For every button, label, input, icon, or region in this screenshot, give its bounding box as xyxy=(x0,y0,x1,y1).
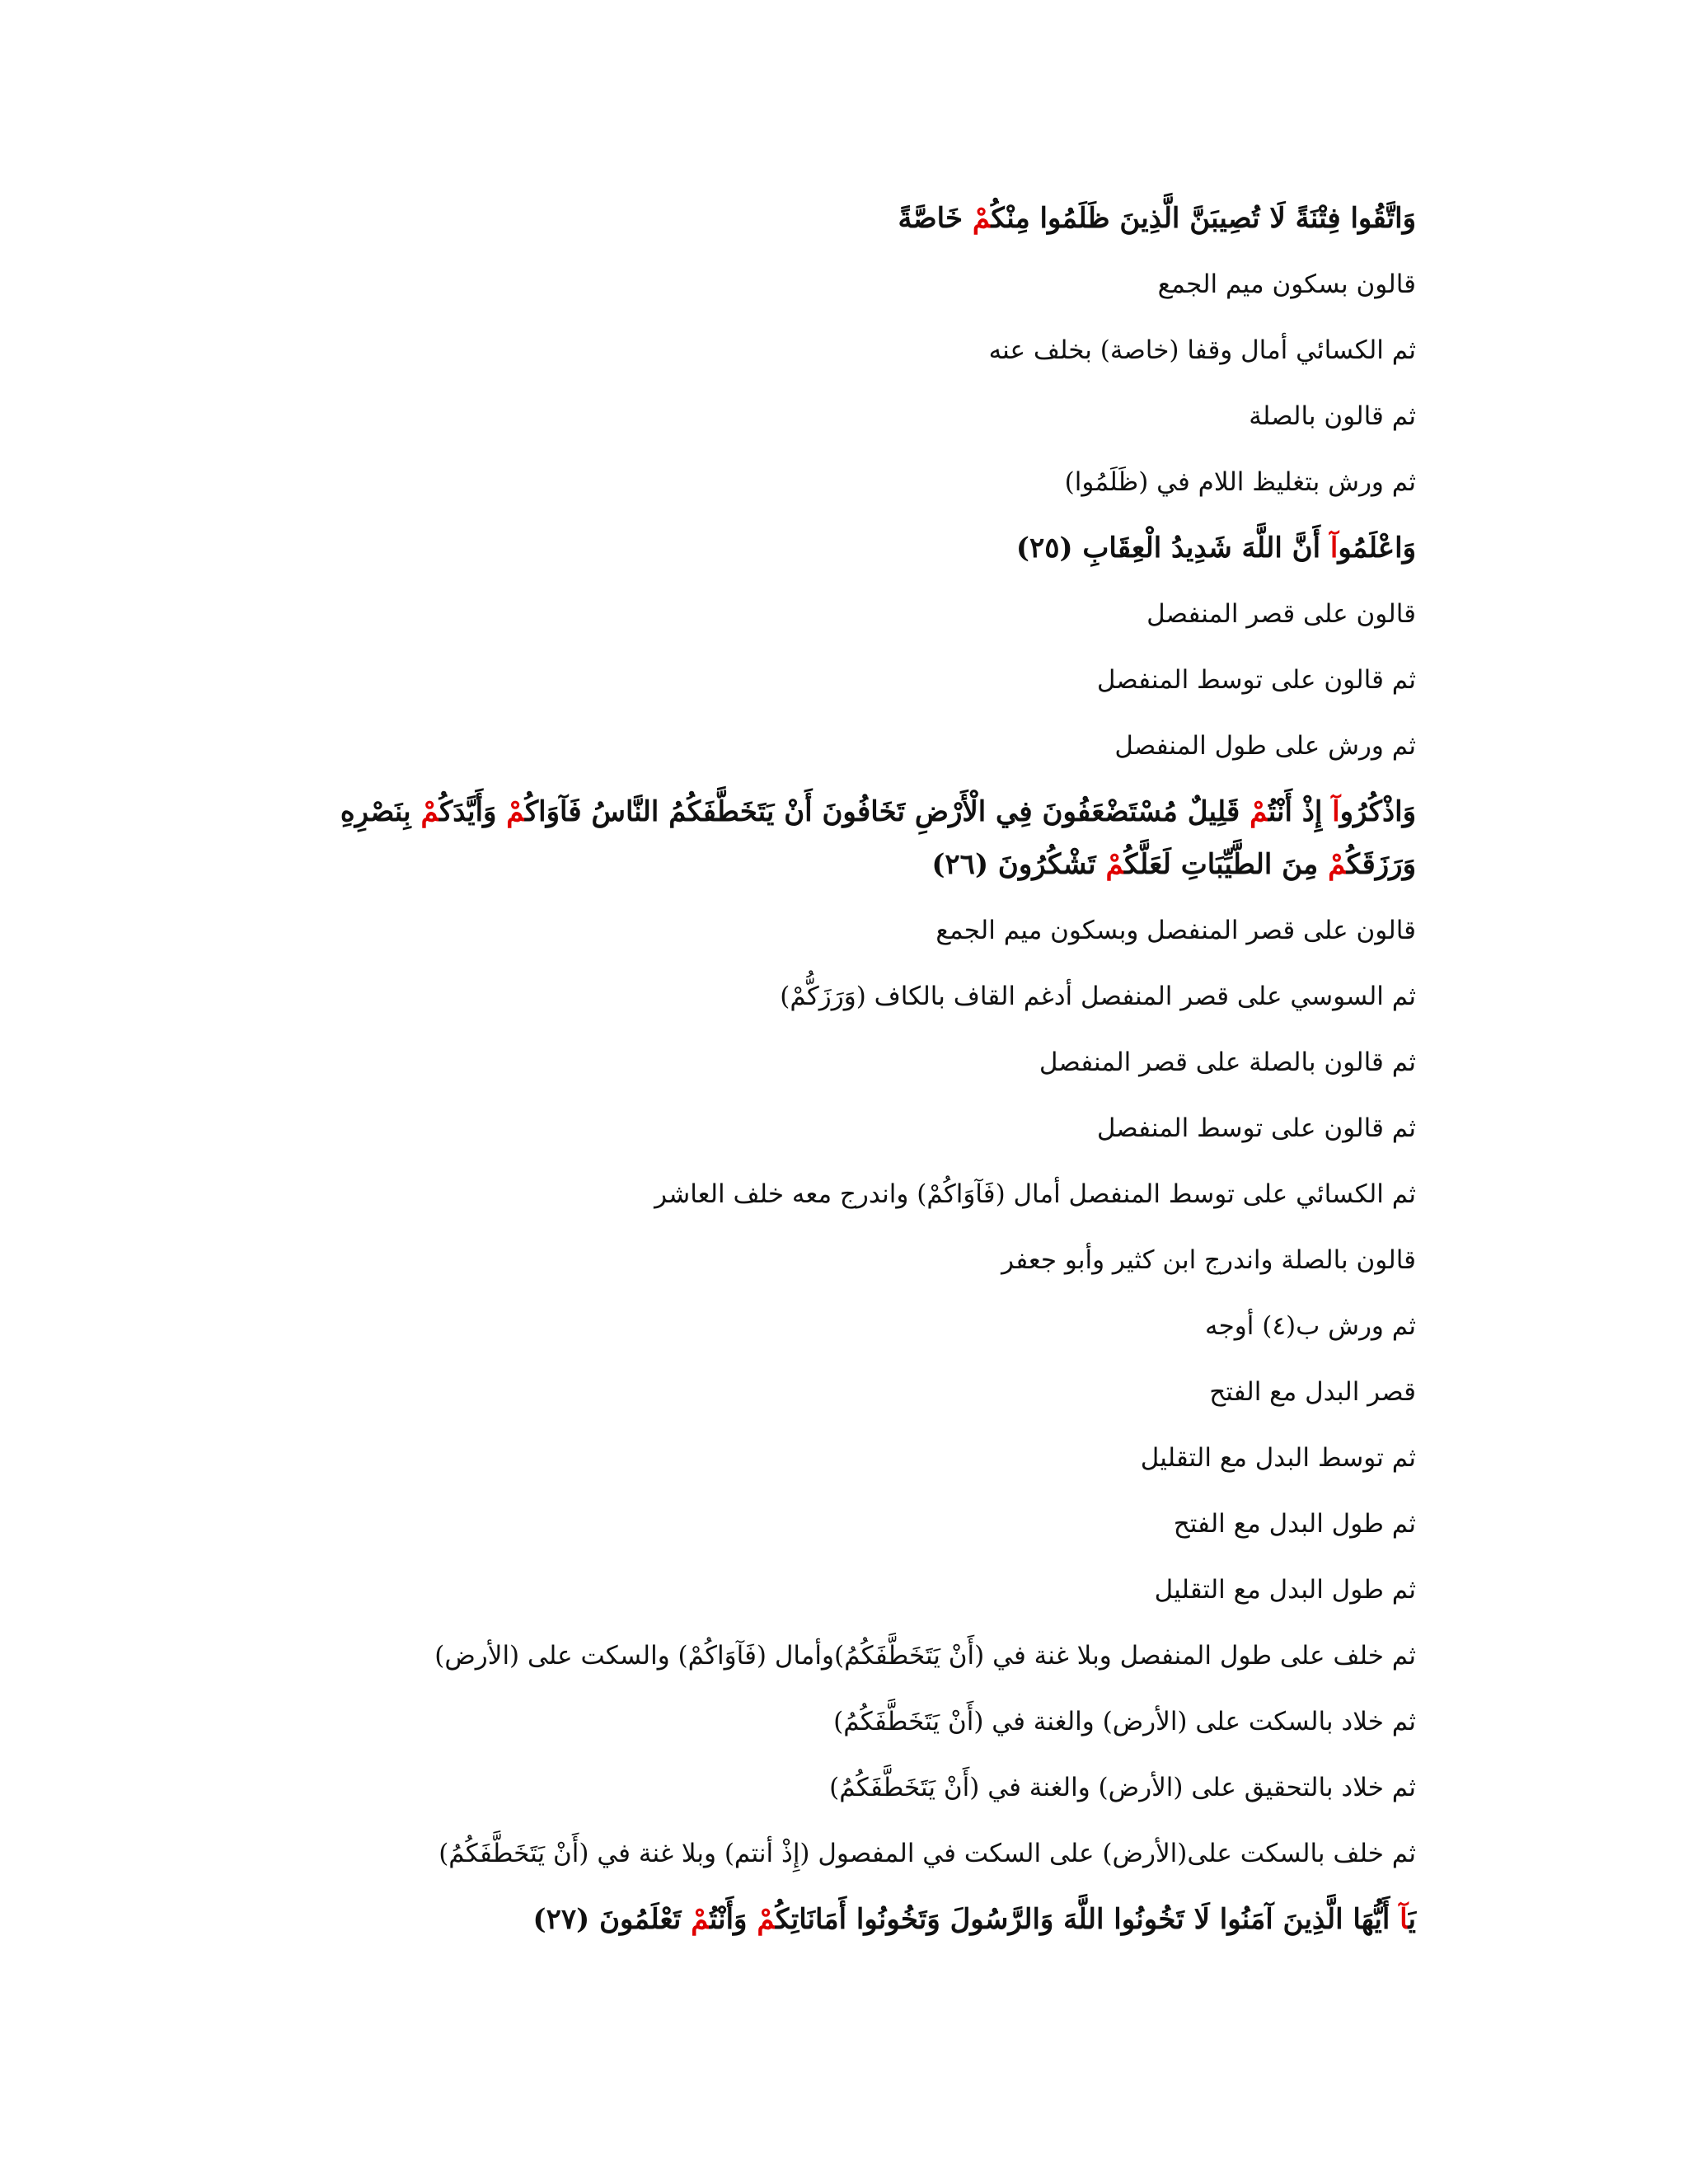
note-line: ثم خلاد بالتحقيق على (الأرض) والغنة في (أَنْ يَتَخَطَّفَكُمُ) xyxy=(829,1773,1416,1802)
verse-segment: وَاتَّقُوا فِتْنَةً لَا تُصِيبَنَّ الَّذِينَ ظَلَمُوا مِنْكُ xyxy=(991,202,1416,235)
verse-segment: خَاصَّةً xyxy=(898,202,973,235)
verse-segment: يَ xyxy=(1408,1903,1416,1936)
note-line: قالون بالصلة واندرج ابن كثير وأبو جعفر xyxy=(1001,1245,1416,1275)
verse-segment: بِنَصْرِهِ وَرَزَقَكُ xyxy=(340,795,1416,881)
verse-line xyxy=(262,185,1416,251)
highlighted-segment: مْ xyxy=(506,795,525,828)
verse-line xyxy=(262,515,1416,581)
note-line: قصر البدل مع الفتح xyxy=(1209,1377,1416,1407)
highlighted-segment: مْ xyxy=(1328,848,1347,881)
verse-segment: وَاذْكُرُو xyxy=(1339,795,1416,828)
note-line: ثم توسط البدل مع التقليل xyxy=(1140,1443,1416,1473)
verse-segment: إِذْ أَنْتُ xyxy=(1268,795,1333,828)
note-line: ثم ورش بتغليظ اللام في (ظَلَمُوا) xyxy=(1064,467,1416,497)
note-line: ثم قالون بالصلة xyxy=(1249,401,1416,431)
document-body xyxy=(262,185,1416,1952)
verse-segment: وَأَنْتُ xyxy=(709,1903,757,1936)
note-line: ثم قالون على توسط المنفصل xyxy=(1096,1113,1416,1143)
note-line: قالون بسكون ميم الجمع xyxy=(1157,269,1416,299)
verse-line xyxy=(262,1886,1416,1952)
note-line: ثم قالون بالصلة على قصر المنفصل xyxy=(1039,1047,1416,1077)
highlighted-segment: مْ xyxy=(1250,795,1268,828)
note-line: ثم الكسائي أمال وقفا (خاصة) بخلف عنه xyxy=(988,335,1416,365)
note-line: ثم طول البدل مع التقليل xyxy=(1154,1575,1416,1605)
note-line: ثم خلاد بالسكت على (الأرض) والغنة في (أَنْ يَتَخَطَّفَكُمُ) xyxy=(833,1707,1416,1736)
highlighted-segment: مْ xyxy=(691,1903,710,1936)
verse-segment: وَأَيَّدَكُ xyxy=(439,795,507,828)
verse-segment: تَعْلَمُونَ (٢٧) xyxy=(532,1903,692,1936)
note-line: ثم خلف على طول المنفصل وبلا غنة في (أَنْ يَتَخَطَّفَكُمُ)وأمال (فَآوَاكُمْ) والسكت على (الأرض) xyxy=(434,1641,1416,1671)
highlighted-segment: مْ xyxy=(972,202,992,235)
verse-segment: تَشْكُرُونَ (٢٦) xyxy=(931,848,1106,881)
note-line: قالون على قصر المنفصل وبسكون ميم الجمع xyxy=(935,916,1416,945)
verse-segment: مِنَ الطَّيِّبَاتِ لَعَلَّكُ xyxy=(1124,848,1329,881)
highlighted-segment: مْ xyxy=(420,795,440,828)
highlighted-segment: آ xyxy=(1400,1903,1409,1936)
verse-line xyxy=(262,779,1416,898)
note-line: ثم خلف بالسكت على(الأرض) على السكت في المفصول (إِذْ أنتم) وبلا غنة في (أَنْ يَتَخَطَّفَكُمُ) xyxy=(438,1839,1416,1868)
highlighted-segment: مْ xyxy=(757,1903,776,1936)
verse-segment: أَنَّ اللَّهَ شَدِيدُ الْعِقَابِ (٢٥) xyxy=(1015,532,1330,565)
note-line: ثم ورش ب(٤) أوجه xyxy=(1204,1311,1416,1341)
highlighted-segment: مْ xyxy=(1105,848,1125,881)
note-line: ثم الكسائي على توسط المنفصل أمال (فَآوَاكُمْ) واندرج معه خلف العاشر xyxy=(654,1179,1416,1209)
verse-segment: أَيُّهَا الَّذِينَ آمَنُوا لَا تَخُونُوا اللَّهَ وَالرَّسُولَ وَتَخُونُوا أَمَانَاتِكُ xyxy=(775,1903,1400,1936)
highlighted-segment: آ xyxy=(1329,532,1339,565)
verse-segment: وَاعْلَمُو xyxy=(1338,532,1416,565)
note-line: ثم قالون على توسط المنفصل xyxy=(1096,665,1416,695)
note-line: ثم السوسي على قصر المنفصل أدغم القاف بالكاف (وَرَزَكُّمْ) xyxy=(780,982,1416,1011)
note-line: ثم ورش على طول المنفصل xyxy=(1114,731,1416,761)
highlighted-segment: آ xyxy=(1332,795,1340,828)
verse-segment: قَلِيلٌ مُسْتَضْعَفُونَ فِي الْأَرْضِ تَخَافُونَ أَنْ يَتَخَطَّفَكُمُ النَّاسُ فَآوَاكُ xyxy=(524,795,1250,828)
note-line: ثم طول البدل مع الفتح xyxy=(1173,1509,1416,1539)
note-line: قالون على قصر المنفصل xyxy=(1146,599,1416,629)
